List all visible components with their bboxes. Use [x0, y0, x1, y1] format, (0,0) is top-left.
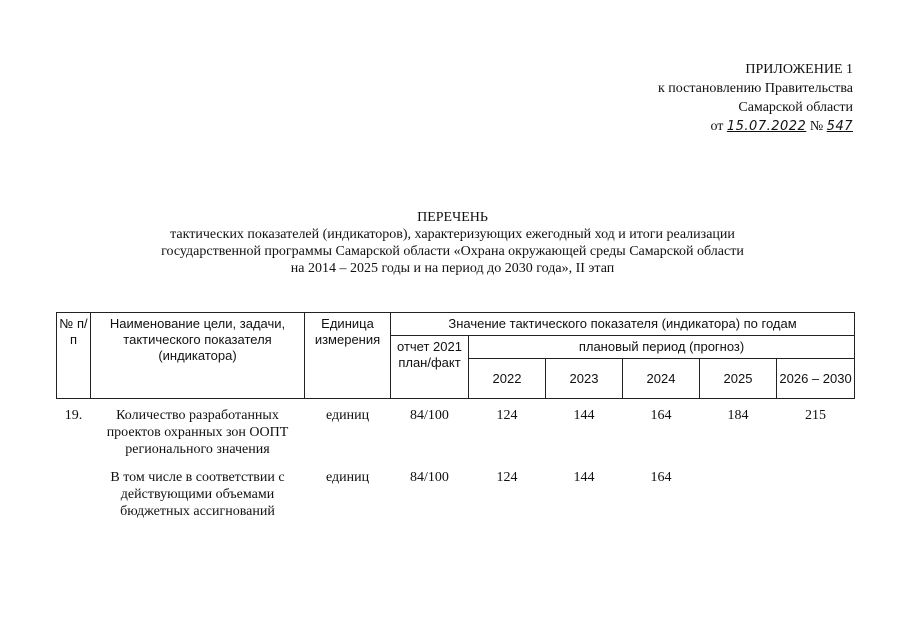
- heading-title: ПЕРЕЧЕНЬ: [417, 210, 488, 225]
- heading-line-2: государственной программы Самарской области «Охрана окружающей среды Самарской области: [161, 244, 744, 259]
- header-unit: Единица измерения: [305, 313, 391, 399]
- appendix-line-1: к постановлению Правительства: [657, 81, 853, 96]
- row-value: 164: [650, 408, 672, 423]
- handwritten-number: 547: [826, 119, 853, 134]
- row-indicator-name: В том числе в соответствии с действующими объемами бюджетных ассигнований: [110, 470, 285, 519]
- appendix-line-2: Самарской области: [738, 100, 853, 115]
- row-value: 124: [496, 408, 518, 423]
- header-year: 2022: [469, 359, 546, 399]
- document-heading: [0, 209, 905, 277]
- row-value: 184: [727, 408, 749, 423]
- row-number: [57, 469, 91, 520]
- row-value: [777, 469, 855, 520]
- date-prefix: от: [710, 119, 724, 134]
- row-value: 215: [805, 408, 827, 423]
- header-num: № п/п: [57, 313, 91, 399]
- appendix-title: ПРИЛОЖЕНИЕ 1: [745, 62, 853, 77]
- header-year: 2024: [623, 359, 700, 399]
- row-indicator-name: Количество разработанных проектов охранных зон ООПТ регионального значения: [106, 408, 289, 457]
- header-planned-period: плановый период (прогноз): [469, 336, 855, 359]
- row-value: 144: [573, 470, 595, 485]
- table-row: [57, 469, 855, 520]
- row-report-2021: 84/100: [410, 470, 449, 485]
- header-year: 2025: [700, 359, 777, 399]
- row-number: 19.: [64, 408, 83, 423]
- row-value: [700, 469, 777, 520]
- number-prefix: №: [809, 119, 824, 134]
- header-values-by-year: Значение тактического показателя (индикатора) по годам: [391, 313, 855, 336]
- heading-line-1: тактических показателей (индикаторов), характеризующих ежегодный ход и итоги реализации: [170, 227, 735, 242]
- row-value: 164: [650, 470, 672, 485]
- row-report-2021: 84/100: [410, 408, 449, 423]
- handwritten-date: 15.07.2022: [726, 119, 807, 134]
- appendix-date-line: [553, 117, 853, 136]
- header-name: Наименование цели, задачи, тактического показателя (индикатора): [91, 313, 305, 399]
- header-year: 2026 – 2030: [777, 359, 855, 399]
- row-value: 124: [496, 470, 518, 485]
- row-unit: единиц: [325, 408, 370, 423]
- appendix-block: [553, 60, 853, 136]
- row-unit: единиц: [325, 470, 370, 485]
- indicators-table: [56, 312, 855, 520]
- header-year: 2023: [546, 359, 623, 399]
- table-row: [57, 399, 855, 470]
- header-report-2021: отчет 2021 план/факт: [391, 336, 469, 399]
- heading-line-3: на 2014 – 2025 годы и на период до 2030 года», II этап: [290, 261, 615, 276]
- row-value: 144: [573, 408, 595, 423]
